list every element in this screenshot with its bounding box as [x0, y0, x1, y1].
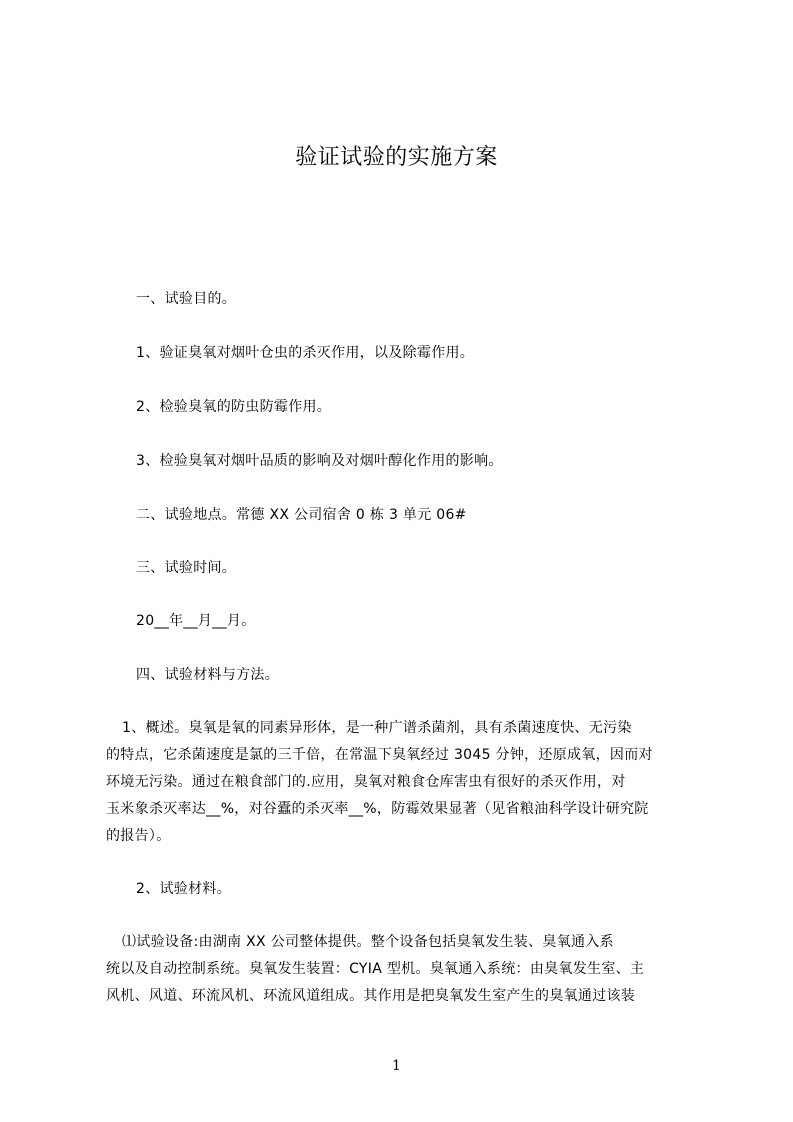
section-heading-time: 三、试验时间。 — [136, 560, 237, 576]
purpose-item-2: 2、检验臭氧的防虫防霉作用。 — [136, 399, 332, 415]
section-heading-materials-methods: 四、试验材料与方法。 — [136, 667, 279, 683]
overview-line-3: 环境无污染。通过在粮食部门的.应用，臭氧对粮食仓库害虫有很好的杀灭作用，对 — [106, 774, 626, 790]
document-title: 验证试验的实施方案 — [295, 145, 498, 170]
section-heading-location: 二、试验地点。常德 XX 公司宿舍 0 栋 3 单元 06# — [136, 507, 467, 523]
equipment-line-3: 风机、风道、环流风机、环流风道组成。其作用是把臭氧发生室产生的臭氧通过该装 — [106, 988, 636, 1004]
overview-line-4: 玉米象杀灭率达__%，对谷蠹的杀灭率__%，防霉效果显著（见省粮油科学设计研究院 — [106, 801, 649, 817]
purpose-item-1: 1、验证臭氧对烟叶仓虫的杀灭作用，以及除霉作用。 — [136, 345, 475, 361]
overview-line-2: 的特点，它杀菌速度是氯的三千倍，在常温下臭氧经过 3045 分钟，还原成氧，因而对 — [106, 747, 653, 763]
overview-line-1: 1、概述。臭氧是氧的同素异形体，是一种广谱杀菌剂，具有杀菌速度快、无污染 — [122, 720, 632, 736]
overview-line-5: 的报告）。 — [106, 828, 171, 844]
test-date: 20__年__月__月。 — [136, 613, 256, 629]
section-heading-purpose: 一、试验目的。 — [136, 291, 237, 307]
equipment-line-2: 统以及自动控制系统。臭氧发生装置：CYIA 型机。臭氧通入系统：由臭氧发生室、主 — [106, 961, 645, 977]
purpose-item-3: 3、检验臭氧对烟叶品质的影响及对烟叶醇化作用的影响。 — [136, 453, 503, 469]
page-number: 1 — [392, 1058, 401, 1074]
materials-heading: 2、试验材料。 — [136, 881, 232, 897]
equipment-line-1: ⑴试验设备:由湖南 XX 公司整体提供。整个设备包括臭氧发生装、臭氧通入系 — [122, 934, 614, 950]
